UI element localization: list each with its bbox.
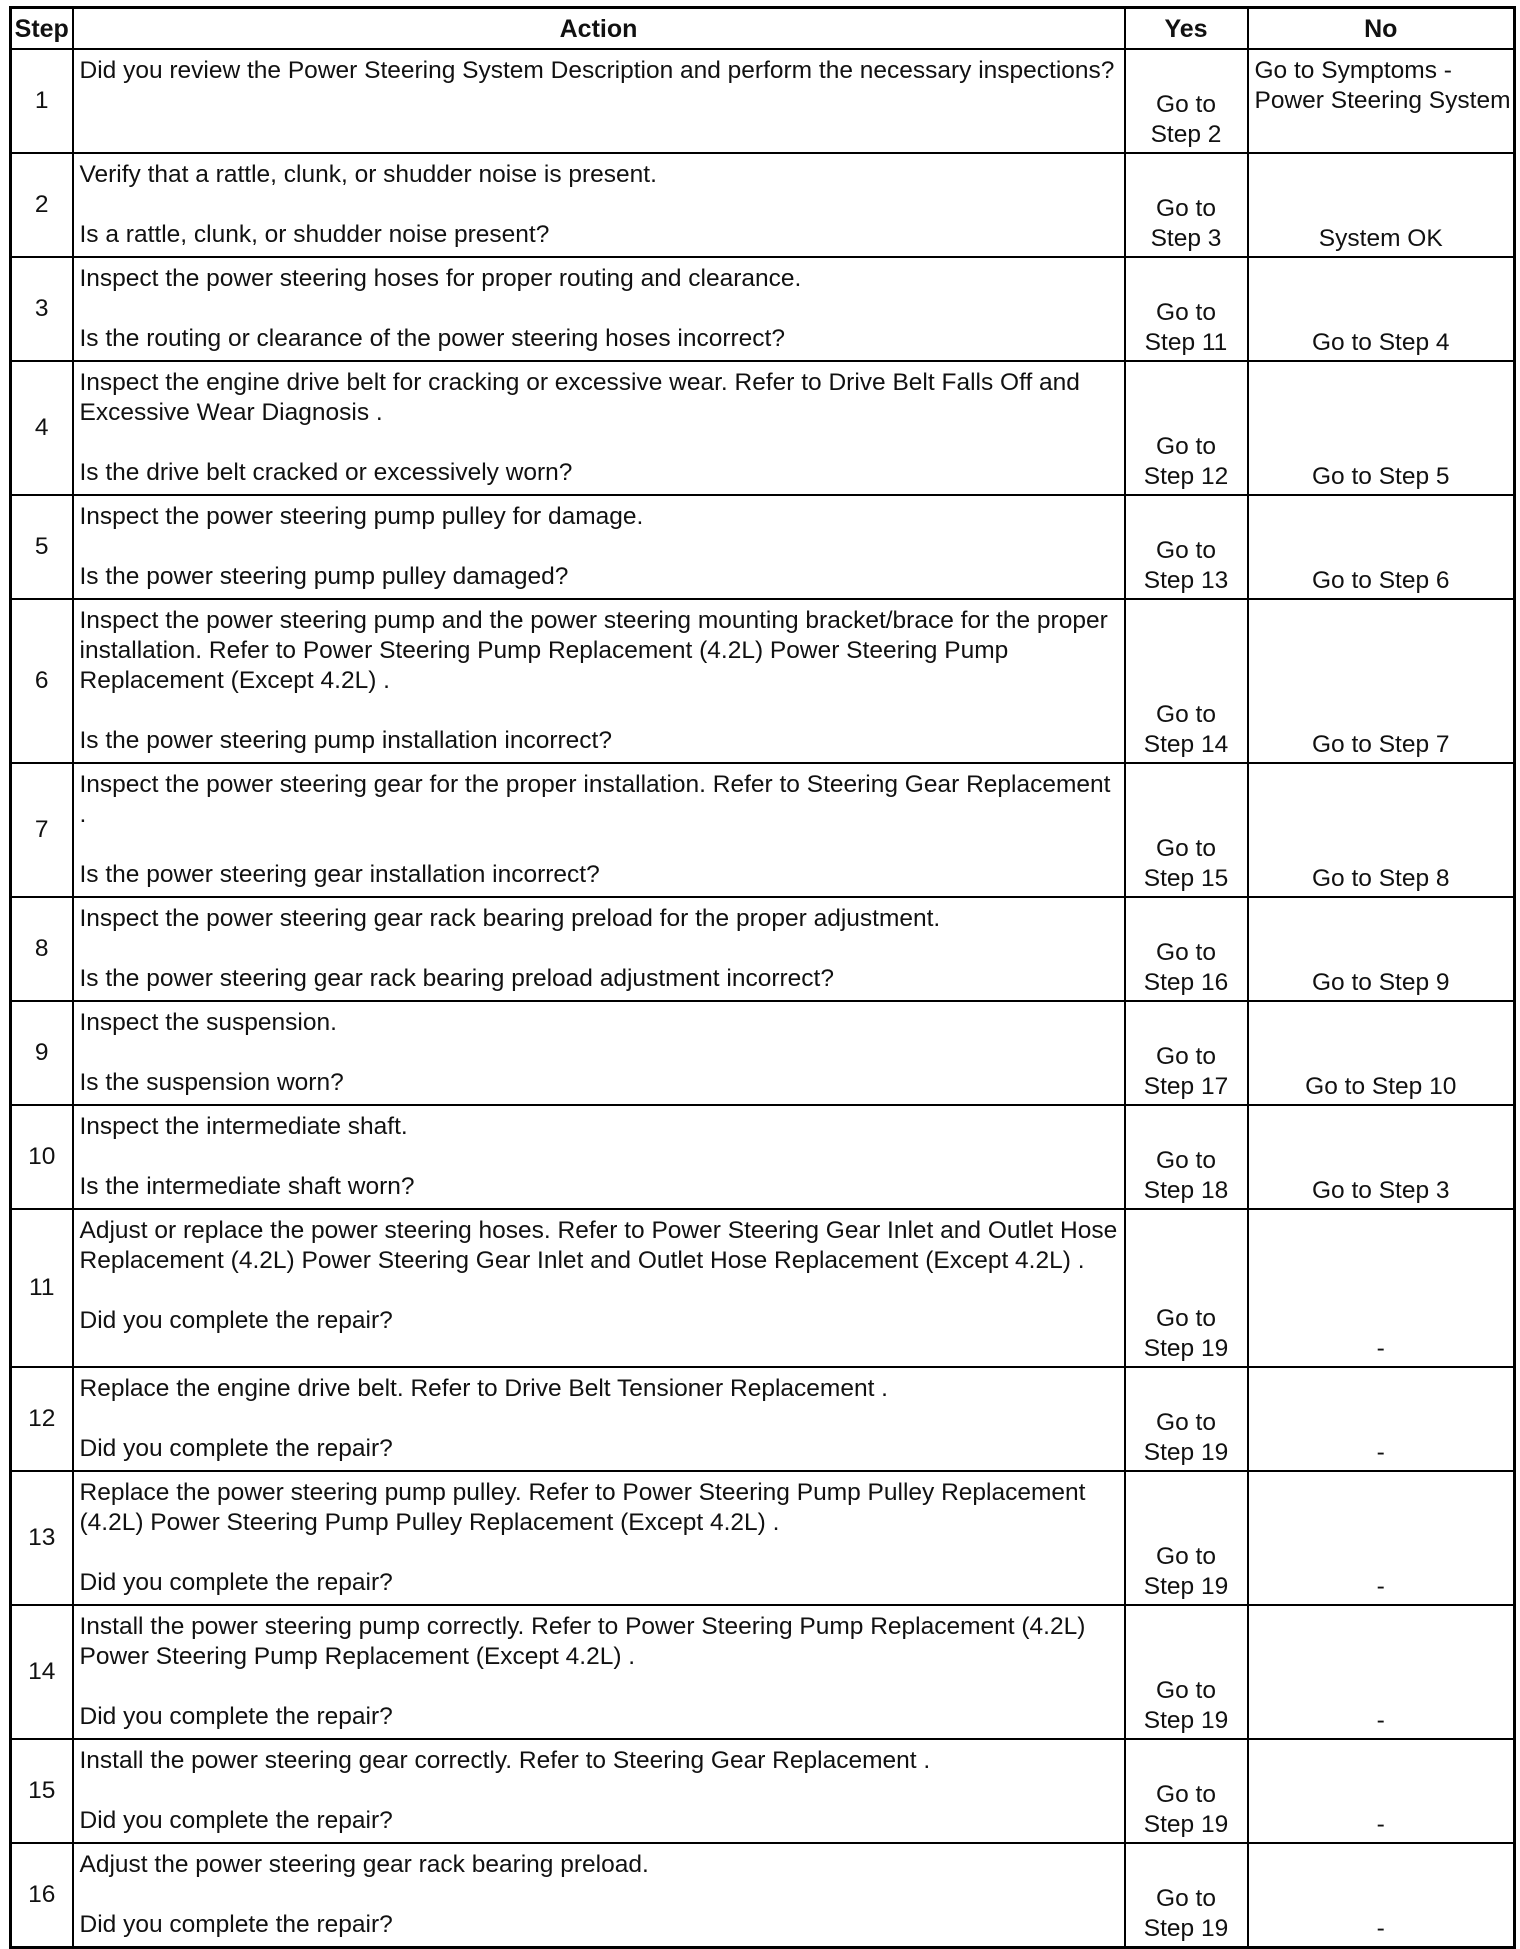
action-question: Did you complete the repair? bbox=[79, 1911, 393, 1938]
no-cell: - bbox=[1248, 1843, 1515, 1948]
action-cell bbox=[73, 361, 1125, 495]
table-row bbox=[11, 1105, 1515, 1209]
yes-result: Go to Step 19 bbox=[1143, 1781, 1229, 1838]
table-row bbox=[11, 1209, 1515, 1367]
action-cell bbox=[73, 763, 1125, 897]
table-row bbox=[11, 1471, 1515, 1605]
step-number: 12 bbox=[11, 1367, 73, 1471]
diagnostic-table bbox=[9, 6, 1516, 1949]
table-row bbox=[11, 1367, 1515, 1471]
header-no: No bbox=[1248, 8, 1515, 50]
table-row bbox=[11, 763, 1515, 897]
step-number: 3 bbox=[11, 257, 73, 361]
action-question: Is the suspension worn? bbox=[79, 1069, 344, 1096]
header-action: Action bbox=[73, 8, 1125, 50]
step-number: 9 bbox=[11, 1001, 73, 1105]
action-instruction: Inspect the power steering gear for the proper installation. Refer to Steering Gear Replacement . bbox=[79, 771, 1111, 828]
yes-cell bbox=[1125, 153, 1248, 257]
yes-result: Go to Step 12 bbox=[1143, 433, 1229, 490]
action-question: Is a rattle, clunk, or shudder noise present? bbox=[79, 221, 550, 248]
yes-result: Go to Step 14 bbox=[1143, 701, 1229, 758]
action-question: Is the intermediate shaft worn? bbox=[79, 1173, 415, 1200]
step-number: 16 bbox=[11, 1843, 73, 1948]
action-instruction: Install the power steering pump correctly. Refer to Power Steering Pump Replacement (4.2L) Power Steering Pump Replacement (Except 4.2L) . bbox=[79, 1613, 1086, 1670]
action-question: Is the power steering pump pulley damaged? bbox=[79, 563, 569, 590]
action-cell bbox=[73, 599, 1125, 763]
no-cell: System OK bbox=[1248, 153, 1515, 257]
yes-result: Go to Step 13 bbox=[1143, 537, 1229, 594]
yes-result: Go to Step 19 bbox=[1143, 1543, 1229, 1600]
no-cell: - bbox=[1248, 1739, 1515, 1843]
no-cell: Go to Symptoms - Power Steering System bbox=[1248, 49, 1515, 153]
no-cell: Go to Step 3 bbox=[1248, 1105, 1515, 1209]
no-cell: - bbox=[1248, 1471, 1515, 1605]
action-instruction: Inspect the power steering hoses for proper routing and clearance. bbox=[79, 265, 802, 292]
table-row bbox=[11, 897, 1515, 1001]
action-question: Is the power steering gear installation incorrect? bbox=[79, 861, 600, 888]
step-number: 14 bbox=[11, 1605, 73, 1739]
yes-cell bbox=[1125, 49, 1248, 153]
yes-cell bbox=[1125, 599, 1248, 763]
step-number: 13 bbox=[11, 1471, 73, 1605]
yes-result: Go to Step 19 bbox=[1143, 1409, 1229, 1466]
action-cell bbox=[73, 1605, 1125, 1739]
header-row bbox=[11, 8, 1515, 50]
step-number: 10 bbox=[11, 1105, 73, 1209]
action-instruction: Inspect the power steering gear rack bearing preload for the proper adjustment. bbox=[79, 905, 941, 932]
action-question: Did you complete the repair? bbox=[79, 1807, 393, 1834]
yes-cell bbox=[1125, 1471, 1248, 1605]
yes-result: Go to Step 17 bbox=[1143, 1043, 1229, 1100]
action-cell bbox=[73, 1367, 1125, 1471]
action-instruction: Inspect the power steering pump and the power steering mounting bracket/brace for the proper installation. Refer to Power Steering Pump Replacement (4.2L) Power Steering Pump Replacement (Except 4.2L) . bbox=[79, 607, 1108, 694]
no-cell: Go to Step 9 bbox=[1248, 897, 1515, 1001]
yes-cell bbox=[1125, 1605, 1248, 1739]
action-cell bbox=[73, 1001, 1125, 1105]
table-row bbox=[11, 361, 1515, 495]
action-question: Did you complete the repair? bbox=[79, 1569, 393, 1596]
yes-cell bbox=[1125, 763, 1248, 897]
action-cell bbox=[73, 495, 1125, 599]
table-row bbox=[11, 1605, 1515, 1739]
no-cell: Go to Step 8 bbox=[1248, 763, 1515, 897]
yes-cell bbox=[1125, 1739, 1248, 1843]
table-row bbox=[11, 495, 1515, 599]
action-cell bbox=[73, 153, 1125, 257]
yes-cell bbox=[1125, 1209, 1248, 1367]
table-row bbox=[11, 49, 1515, 153]
action-instruction: Verify that a rattle, clunk, or shudder noise is present. bbox=[79, 161, 657, 188]
step-number: 7 bbox=[11, 763, 73, 897]
action-cell bbox=[73, 1105, 1125, 1209]
action-instruction: Inspect the intermediate shaft. bbox=[79, 1113, 408, 1140]
no-cell: - bbox=[1248, 1209, 1515, 1367]
yes-cell bbox=[1125, 1105, 1248, 1209]
no-cell: - bbox=[1248, 1367, 1515, 1471]
no-cell: Go to Step 6 bbox=[1248, 495, 1515, 599]
action-cell bbox=[73, 1739, 1125, 1843]
no-cell: Go to Step 5 bbox=[1248, 361, 1515, 495]
step-number: 8 bbox=[11, 897, 73, 1001]
step-number: 1 bbox=[11, 49, 73, 153]
action-cell bbox=[73, 897, 1125, 1001]
yes-result: Go to Step 3 bbox=[1150, 195, 1222, 252]
table-row bbox=[11, 1843, 1515, 1948]
step-number: 15 bbox=[11, 1739, 73, 1843]
yes-result: Go to Step 15 bbox=[1143, 835, 1229, 892]
action-question: Is the routing or clearance of the power steering hoses incorrect? bbox=[79, 325, 785, 352]
header-step: Step bbox=[11, 8, 73, 50]
yes-cell bbox=[1125, 495, 1248, 599]
action-cell bbox=[73, 1209, 1125, 1367]
action-question: Is the power steering pump installation incorrect? bbox=[79, 727, 612, 754]
header-yes: Yes bbox=[1125, 8, 1248, 50]
action-instruction: Inspect the power steering pump pulley for damage. bbox=[79, 503, 644, 530]
step-number: 4 bbox=[11, 361, 73, 495]
action-cell bbox=[73, 257, 1125, 361]
action-instruction: Replace the engine drive belt. Refer to Drive Belt Tensioner Replacement . bbox=[79, 1375, 888, 1402]
table-row bbox=[11, 153, 1515, 257]
action-instruction: Adjust or replace the power steering hoses. Refer to Power Steering Gear Inlet and Outlet Hose Replacement (4.2L) Power Steering Gear Inlet and Outlet Hose Replacement (Except 4.2L) . bbox=[79, 1217, 1118, 1274]
yes-cell bbox=[1125, 1001, 1248, 1105]
action-question: Is the power steering gear rack bearing preload adjustment incorrect? bbox=[79, 965, 834, 992]
no-cell: Go to Step 7 bbox=[1248, 599, 1515, 763]
table-row bbox=[11, 1001, 1515, 1105]
action-instruction: Install the power steering gear correctly. Refer to Steering Gear Replacement . bbox=[79, 1747, 931, 1774]
action-cell bbox=[73, 1471, 1125, 1605]
action-instruction: Inspect the suspension. bbox=[79, 1009, 337, 1036]
step-number: 5 bbox=[11, 495, 73, 599]
yes-cell bbox=[1125, 257, 1248, 361]
yes-cell bbox=[1125, 1843, 1248, 1948]
action-instruction: Adjust the power steering gear rack bearing preload. bbox=[79, 1851, 649, 1878]
step-number: 11 bbox=[11, 1209, 73, 1367]
no-cell: Go to Step 10 bbox=[1248, 1001, 1515, 1105]
action-instruction: Did you review the Power Steering System Description and perform the necessary inspections? bbox=[79, 57, 1115, 84]
yes-result: Go to Step 2 bbox=[1150, 91, 1222, 148]
no-cell: - bbox=[1248, 1605, 1515, 1739]
yes-result: Go to Step 19 bbox=[1143, 1305, 1229, 1362]
action-question: Did you complete the repair? bbox=[79, 1307, 393, 1334]
table-row bbox=[11, 257, 1515, 361]
yes-result: Go to Step 19 bbox=[1143, 1885, 1229, 1942]
table-row bbox=[11, 1739, 1515, 1843]
action-cell bbox=[73, 49, 1125, 153]
table-row bbox=[11, 599, 1515, 763]
yes-result: Go to Step 19 bbox=[1143, 1677, 1229, 1734]
action-question: Is the drive belt cracked or excessively worn? bbox=[79, 459, 573, 486]
yes-result: Go to Step 11 bbox=[1144, 299, 1228, 356]
action-instruction: Inspect the engine drive belt for cracking or excessive wear. Refer to Drive Belt Falls Off and Excessive Wear Diagnosis . bbox=[79, 369, 1080, 426]
action-cell bbox=[73, 1843, 1125, 1948]
yes-cell bbox=[1125, 897, 1248, 1001]
yes-result: Go to Step 18 bbox=[1143, 1147, 1229, 1204]
yes-cell bbox=[1125, 1367, 1248, 1471]
yes-cell bbox=[1125, 361, 1248, 495]
step-number: 2 bbox=[11, 153, 73, 257]
action-instruction: Replace the power steering pump pulley. Refer to Power Steering Pump Pulley Replacement (4.2L) Power Steering Pump Pulley Replacement (Except 4.2L) . bbox=[79, 1479, 1086, 1536]
action-question: Did you complete the repair? bbox=[79, 1703, 393, 1730]
step-number: 6 bbox=[11, 599, 73, 763]
action-question: Did you complete the repair? bbox=[79, 1435, 393, 1462]
no-cell: Go to Step 4 bbox=[1248, 257, 1515, 361]
yes-result: Go to Step 16 bbox=[1143, 939, 1229, 996]
